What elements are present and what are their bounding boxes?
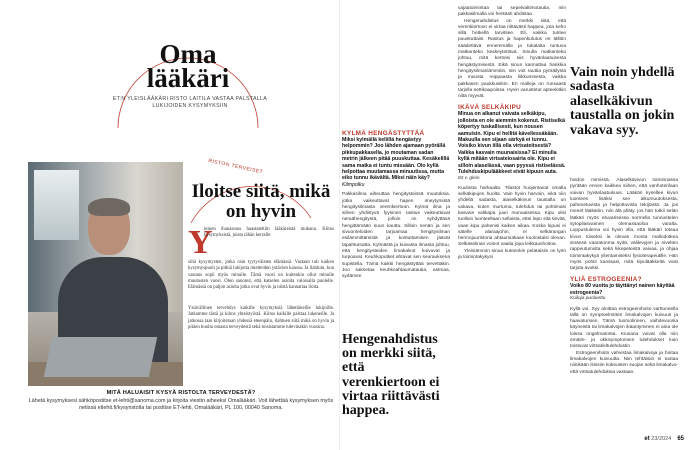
column-2 [458,6,566,261]
article-paragraph: Ystävällinen tervehdys kaikille kysymyksiä lähettäneille lukijoille. Jatkamme tästä ja kiitos yhteistyöstä. Kiitos kaikille palstaa lukeneille. Ja jatkossa taas kirjoitetaan yhdessä eteenpäin, ilahtuen siitä mikä on hyvin ja pitäen huolta omasta terveydestä sekä toisistamme tulevinakin vuosina. [188,306,334,330]
column-1 [342,130,450,280]
contact-box [28,390,334,412]
reader-question [570,283,678,296]
answer-text: hoidon mimissä. Alaselkävivun toiminnassa pyritään ennen kaikkea siihen, että vanhoterilaan vaivan hyvänlaatuisuus. Lääkäri kysellee kivun luonteen lisäksi sen alkumuutoksesta, pahenetuvista ja helpottuvista tekijöistä. Ja jos menet lääkäriin, niin älä pliäty, jos hän tutkii selän lääkäri myös etuvarisessa sormella tunnustelen sytopilasvaimen olemassaoloa varalta. Loppustulema voi hyvin olla, että lääkäri toteaa kivun toiseksi la olevan monta mallodotkea sinänsä vaaratonma syitä, välilevyjen ja nivelten rappeutumista sekä liikepeteistä vaivaa, ja ohjaa toimintakykyä ylientamiseksi fysioterapeutille. Hän myös pohtii kanssasi, mitä kipulääkkeitä voisi tarjota avuksi. [570,178,678,272]
page-gutter [339,0,340,450]
question-signature: Kuiloja puoluettu [570,296,606,302]
page-number: 65 [677,436,684,442]
answer-text: Kyllä voi. Syy aloittaa estrogeenihoito varttuneella iällä on symptoelmitten limakalvojen kuivuus ja haavatumien. Tämä tuomolinnen, vaihdevuosia käyneistä tai limakalvojen ikäantyminen ei aina ole loissa ongelmatonta. Kiusana voivat olla niin emätin- ja okkisymptomien tulehdukset kuin toistuvat virtsatieltulehdustin. [570,306,678,350]
issue-number: 23/2024 [651,436,672,442]
answer-text: vajaatoimintaa tai sepelvaltimotautia, niin pakkasilmalla voi herkästi ahdistaa. [458,6,566,18]
author-photo [28,162,183,386]
question-signature: Kilmpolku [342,181,365,188]
pull-quote: Hengenahdistus on merkki siitä, että verenkiertoon ei virtaa riittävästi happea. [342,332,440,419]
article-paragraph: siitä kysymysten, jotka osin tyytyväisten elämässä. Vastaan tuli kaiken kysymyspuoli ja pitkiä lukijoita mietteiden ystävien kanssa. Ja ilahtuin, kun vastaus sopii myös minulle. Tämä vuosi on kuitenkin ollut minulle muutosten vuosi. Olen sanonut, että katselen asioita valoisalla puolelle. Elämässä on paljon asioita jotka ovat hyvin ja niistä kannattaa iloita. [188,260,334,291]
drop-cap: Y [188,224,213,261]
question-signature: 83 v. glein [458,175,480,181]
question-text: Voiko 80 vuotta jo täyttänyt nainen käyttää estrogeenia? [570,283,675,296]
article-lead: leinen ihanaisuus haastateltiin lääkäreistä mukana. Kiitos kysymyksistä, joista tähän kerralle [204,227,334,239]
article-kicker: RISTON TERVEISET [207,158,264,176]
reader-question [458,111,566,175]
answer-text: Pakkasilma aiheuttaa hengitysteissä muutoksia, jotka vaikeuttavat hapen imeytymistä hengitysilmasta verenkiertoon. Kylmä ilma ja siihen yhdistyvä fyysinen rasitus vaikeuttavat neraähengitystä, jolloin on syhdyttävä hengittämään suun kautta. Silloin nenän ja sen sivuonteloiden tarjoamaa hengitysilman esilämmittämistä ja kostuttamisen jäävät tapahtumatta. Kylmästä ja kuivasta ilmasta johtuu, että hengitysteiden limakalvot kuivuvat ja turpoavat. Keuhkoputket ahtavat sen seurauksena supistella. Tämä kaikki hengästyttää tervettäkin. Joo saksetaa keuhkoahtaumatautia, astmaa, sydämen [342,192,450,280]
reader-question [342,137,450,188]
section-heading: YLIÄ ESTROGEENIA? [570,276,642,284]
answer-text: Hengenahdistus on merkki siitä, että verenkiertoon ei virtaa riittävästi happea, jota keho sillä hetkellä tarvitsee. Eli, vaikka tuntee puuskuttaisi. Rasitus ja hapenkulutus on tällöin säädettävä ennemmälle ja tukalalta tuntuva matkanteko keskeytettävä. Sinulla matkanteko johtuu, mitä kertoisi siis hyvänlaatuisesta hengästymisestä. Eikä sinun kannattaa hankkia hengitysilmanlämmitin, niin voit rauttia pyöräilystä ja muusta reippaasta liikkumisesta, vaikka pakkasen paukkuisikin. Eri malleja on runsaasti tarjolla nettikaupoissa. Hyvin varustetut apteekitkin niitä myyvät. [458,18,566,100]
pull-quote: Vain noin yhdellä sadasta alaselkäkivun taustalla on jokin vakava syy. [570,65,675,138]
answer-text: Estrogeenihoito vahvistaa limakalvoja ja hoitaa limakalvojen kuivuutta. Niin tehtäisiin ei tuotaa niinikään liinisiin kokeusten suojan sekä limakalvo- että virtsatulehduksia vastaan. [570,350,678,375]
contact-body: Lähetä kysymyksesi sähköpostitse et-lehti@sanoma.com ja kirjoita viestin aiheeksi Omalääkäri. Voit lähettää kysymyksen myös netissä etlehti.fi/kysyristolta tai postitse ET-lehti, Omalääkäri, PL 100, 00040 Sanoma. [28,398,334,411]
question-text: Minua on alkanut vaivata selkäkipu, jolloista en ole aiemmin kokenut. Ristiselkä köpertyy tuskallisesti, kun nousen aamuisin. Kipu ei hellitä kävellessäkään. Makuulla sen sijaan särkyä ei tunnu. Voisiko kivun iillä olla virtsateitsestä? Vaikka kasvain muunaisissa? Ei minulla kyllä mitään virtsateiosairia ole. Kipu ei silloin alaselässä, vaan pyyssä ristiselässä. Tulehduskipulääkkeet eivät kipuun auta. [458,111,566,176]
column-subtitle: ET:N YLEISLÄÄKÄRI RISTO LAITILA VASTAA PALSTALLA LUKIJOIDEN KYSYMYKSIIN [112,96,268,109]
answer-text: Yleisiämmin sinua kuteenkin pelataisiin on lyön ja toimintakykysi [458,248,566,261]
magazine-logo: et [644,436,650,442]
answer-text: Kuulosta harkaalta. Tilastot huojentavat omalla selkäkipujen huolta. Vain hyvin harvoin, eikä niin yhdellä sadasta, alaselkäkivun taustalla on vakava, kuten murtuma, tulehdus tai pohtimasi kasvain valikapa juuri munuaisessa. Kipu olisi tuolloin luonteeltaan sellaista, ettei lepo sitä tievitä, vaan kipu pahenisi kaiken aikaa. Koska kipusi ei sätelle alaraajohin, ei selkärangan hermojuuristoria ahtaumiakaan kuolostaisi olevan. Selkäselinan voinot vaatia jopa leikkaushoitoa. [458,185,566,248]
question-text: Miksi kylmällä keliillä hengästyy helpommin? Joo lähden ajamaan pyörällä pikkupakkasella, jo moutaman sadan metrin jälkeen pitää puuskuttaa. Kesäkelillä sama matka ei tuntu missään. Olo kyllä helpottaa muutamassa minuutissa, mutta eiko tunnu ikävältä. Miksi näin käy? [342,137,450,182]
section-heading: KYLMÄ HENGÄSTYTTÄÄ [342,130,425,137]
column-3 [570,178,678,376]
section-heading: IKÄVÄ SELKÄKIPU [458,104,522,112]
column-title: Oma lääkäri [146,39,230,93]
article-title: Iloitse siitä, mikä on hyvin [191,181,331,222]
page-footer [644,436,684,442]
contact-heading: MITÄ HALUAISIT KYSYÄ RISTOLTA TERVEYDESTÄ? [106,390,256,396]
